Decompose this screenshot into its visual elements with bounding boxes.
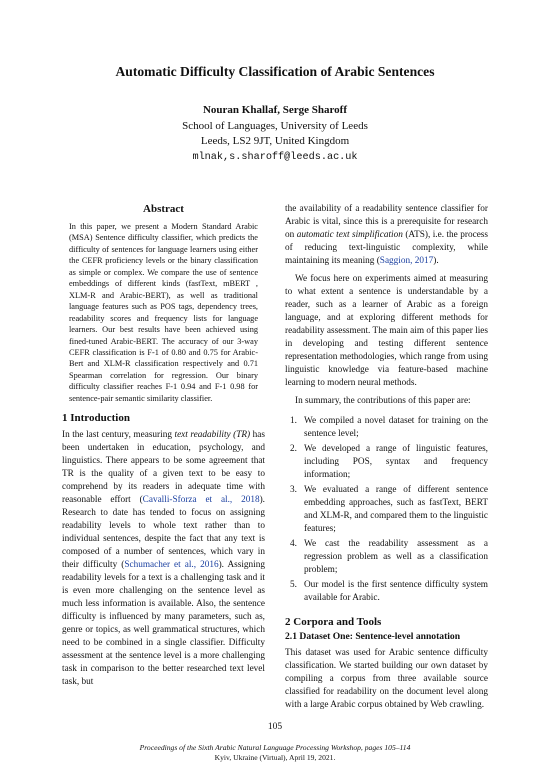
- author-names: Nouran Khallaf, Serge Sharoff: [202, 104, 348, 116]
- list-item: [285, 579, 488, 605]
- list-item-text: We evaluated a range of different sentence embedding approaches, such as fastText, BERT and XLM-R, and compared them to the linguistic features;: [304, 485, 488, 534]
- footer-venue: Proceedings of the Sixth Arabic Natural Language Processing Workshop, pages 105–114: [139, 743, 411, 752]
- intro-emphasis: text readability (TR): [174, 430, 251, 441]
- footer-location: Kyiv, Ukraine (Virtual), April 19, 2021.: [214, 752, 336, 762]
- section-2-paragraph: This dataset was used for Arabic sentence difficulty classification. We started building our own dataset by compiling a corpus from three available source classified for readability on the document level along with a large Arabic corpus obtained by Web crawling.: [285, 648, 488, 710]
- citation-link[interactable]: Saggion, 2017: [379, 256, 434, 266]
- left-column: [62, 203, 265, 689]
- intro-text-segment: ). Research to date has tended to focus on assigning readability levels to whole text rather than to individual sentences, despite the fact that any text is composed of a number of sentences, which vary in their difficulty (: [62, 495, 265, 571]
- proceedings-footer: [0, 743, 550, 762]
- introduction-heading: 1 Introduction: [62, 412, 130, 425]
- list-item: [285, 415, 488, 441]
- intro-text-segment: ).: [433, 256, 439, 266]
- introduction-paragraph: [62, 429, 265, 689]
- intro-text-segment: the availability of a readability sentence classifier for Arabic is vital, since this is a prerequisite for research on: [285, 204, 488, 240]
- list-number: 5.: [290, 580, 297, 590]
- subsection-2-1-heading: 2.1 Dataset One: Sentence-level annotation: [285, 631, 461, 642]
- list-item: [285, 484, 488, 536]
- section-2-heading: 2 Corpora and Tools: [285, 616, 382, 628]
- right-column: [285, 203, 488, 712]
- list-number: 1.: [290, 416, 297, 426]
- list-item-text: Our model is the first sentence difficulty system available for Arabic.: [304, 580, 488, 603]
- intro-emphasis: automatic text simplification: [296, 230, 403, 240]
- intro-text-segment: has been undertaken in education, psychology, and linguistics. There appears to be some agreement that TR is the quality of a given text to be easy to comprehend by its readers in adequate time with reasonable effort (: [62, 430, 265, 506]
- list-number: 4.: [290, 539, 297, 549]
- list-number: 3.: [290, 485, 297, 495]
- page-number: 105: [267, 722, 283, 732]
- author-block: [0, 103, 550, 165]
- author-email: mlnak,s.sharoff@leeds.ac.uk: [192, 151, 358, 163]
- list-item-text: We compiled a novel dataset for training on the sentence level;: [304, 416, 488, 439]
- affiliation: School of Languages, University of Leeds: [182, 119, 368, 132]
- list-item: [285, 538, 488, 577]
- list-number: 2.: [290, 444, 297, 454]
- list-item-text: We developed a range of linguistic features, including POS, syntax and frequency information;: [304, 444, 488, 480]
- abstract-heading: Abstract: [143, 203, 184, 215]
- citation-link[interactable]: Cavalli-Sforza et al., 2018: [142, 495, 260, 506]
- list-item-text: We cast the readability assessment as a regression problem as well as a classification problem;: [304, 539, 488, 575]
- abstract-text: In this paper, we present a Modern Standard Arabic (MSA) Sentence difficulty classifier, which predicts the difficulty of sentences for language learners using either the CEFR proficiency levels or the binary classification as simple or complex. We compare the use of sentence embeddings of different kinds (fastText, mBERT , XLM-R and Arabic-BERT), as well as traditional language features such as POS tags, dependency trees, readability scores and frequency lists for language learners. Our best results have been achieved using fined-tuned Arabic-BERT. The accuracy of our 3-way CEFR classification is F-1 of 0.80 and 0.75 for Arabic-Bert and XLM-R classification respectively and 0.71 Spearman correlation for regression. Our binary difficulty classifier reaches F-1 0.94 and F-1 0.98 for sentence-pair semantic similarity classifier.: [69, 222, 258, 403]
- contributions-list: [285, 415, 488, 605]
- contributions-intro: In summary, the contributions of this paper are:: [295, 396, 471, 406]
- paper-title: Automatic Difficulty Classification of Arabic Sentences: [115, 64, 435, 79]
- address: Leeds, LS2 9JT, United Kingdom: [200, 135, 350, 147]
- intro-text-segment: ). Assigning readability levels for a text is a challenging task and it is even more challenging on the sentence level as much less information is available. Also, the sentence difficulty is influenced by many parameters, such as, genre or topics, as well grammatical structures, which need to be combined in a single classifier. Difficulty assessment at the sentence level is a more challenging task in comparison to the better researched text level task, but: [62, 560, 265, 688]
- intro-text-segment: In the last century, measuring: [62, 430, 175, 441]
- list-item: [285, 443, 488, 482]
- intro-continued-paragraph: [285, 203, 488, 268]
- intro-text-segment: (ATS), i.e. the process of reducing text-linguistic complexity, while maintaining its meaning (: [285, 230, 488, 266]
- focus-paragraph: We focus here on experiments aimed at measuring to what extent a sentence is understandable by a reader, such as a learner of Arabic as a foreign language, and at exploring different methods for readability assessment. The main aim of this paper lies in developing and testing different sentence representation methodologies, which range from using linguistic knowledge via feature-based machine learning to modern neural methods.: [285, 274, 488, 388]
- citation-link[interactable]: Schumacher et al., 2016: [124, 560, 219, 571]
